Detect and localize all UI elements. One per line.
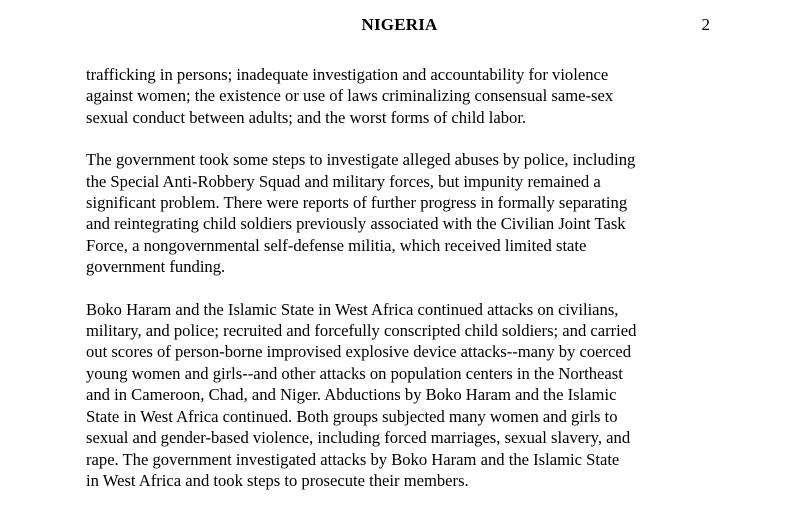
text-line: out scores of person-borne improvised explosive device attacks--many by coerced	[86, 342, 632, 362]
paragraph-1	[86, 64, 716, 128]
text-line: against women; the existence or use of laws criminalizing consensual same-sex	[86, 86, 614, 106]
page-title: NIGERIA	[361, 15, 438, 34]
text-line: and reintegrating child soldiers previously associated with the Civilian Joint Task	[86, 214, 626, 234]
text-line: The government took some steps to investigate alleged abuses by police, including	[86, 150, 636, 170]
text-line: rape. The government investigated attacks by Boko Haram and the Islamic State	[86, 449, 620, 469]
text-line: Force, a nongovernmental self-defense militia, which received limited state	[86, 235, 587, 255]
text-line: young women and girls--and other attacks on population centers in the Northeast	[86, 363, 623, 383]
text-line: significant problem. There were reports of further progress in formally separating	[86, 193, 628, 213]
document-body	[86, 64, 716, 512]
text-line: in West Africa and took steps to prosecute their members.	[86, 470, 469, 490]
text-line: sexual conduct between adults; and the worst forms of child labor.	[86, 107, 527, 127]
text-line: sexual and gender-based violence, including forced marriages, sexual slavery, and	[86, 428, 631, 448]
text-line: government funding.	[86, 257, 226, 277]
text-line: Boko Haram and the Islamic State in West Africa continued attacks on civilians,	[86, 299, 619, 319]
page-number: 2	[701, 15, 710, 34]
paragraph-3	[86, 299, 716, 492]
text-line: trafficking in persons; inadequate investigation and accountability for violence	[86, 65, 609, 84]
text-line: State in West Africa continued. Both groups subjected many women and girls to	[86, 406, 618, 426]
paragraph-2	[86, 149, 716, 277]
text-line: and in Cameroon, Chad, and Niger. Abductions by Boko Haram and the Islamic	[86, 385, 617, 405]
text-line: military, and police; recruited and forcefully conscripted child soldiers; and carried	[86, 321, 637, 341]
text-line: the Special Anti-Robbery Squad and military forces, but impunity remained a	[86, 171, 601, 191]
